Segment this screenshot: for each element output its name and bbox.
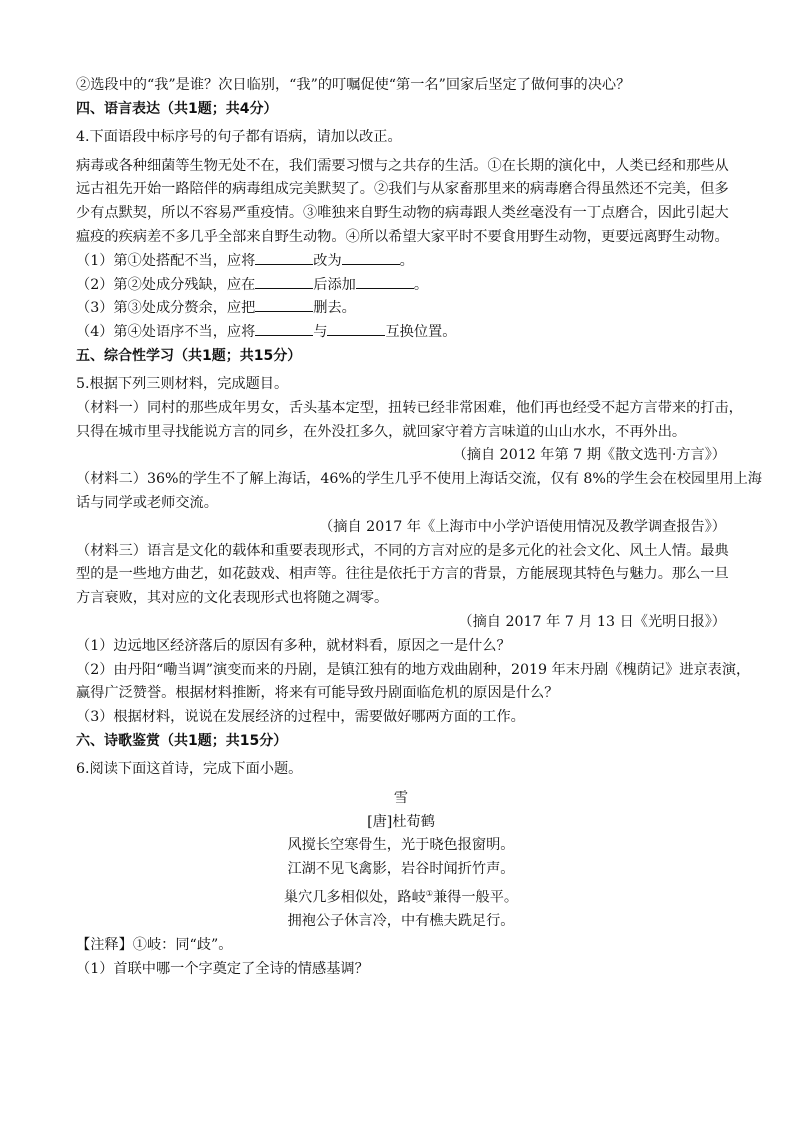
material-line: 只得在城市里寻找能说方言的同乡，在外没扛多久，就回家守着方言味道的山山水水，不再外出。	[76, 423, 687, 440]
poem-line: 江湖不见飞禽影，岩谷时闻折竹声。	[287, 861, 515, 878]
answer-blank[interactable]	[356, 275, 414, 289]
material-source: （摘自 2017 年《上海市中小学沪语使用情况及教学调查报告》）	[319, 518, 726, 535]
material-line: （材料三）语言是文化的载体和重要表现形式，不同的方言对应的是多元化的社会文化、风土人情。最典	[76, 542, 729, 559]
fill-item-text: 。	[399, 252, 414, 269]
footnote-mark: ①	[425, 888, 433, 898]
passage-line: 少有点默契，所以不容易严重疫情。③唯独来自野生动物的病毒跟人类丝毫没有一丁点磨合，因此引起大	[76, 205, 729, 222]
passage-line: 病毒或各种细菌等生物无处不在，我们需要习惯与之共存的生活。①在长期的演化中，人类已经和那些从	[76, 157, 729, 174]
answer-blank[interactable]	[255, 275, 313, 289]
sub-question: （1）首联中哪一个字奠定了全诗的情感基调？	[76, 961, 369, 978]
question-intro: 5.根据下列三则材料，完成题目。	[76, 375, 289, 392]
material-line: 方言衰败，其对应的文化表现形式也将随之凋零。	[76, 590, 389, 607]
exam-page	[76, 74, 762, 982]
poem-title: 雪	[393, 789, 409, 806]
poem-line: 风搅长空寒骨生，光于晓色报窗明。	[287, 837, 515, 854]
fill-item-text: 后添加	[313, 276, 356, 293]
fill-item-text: 。	[413, 276, 429, 293]
material-source: （摘自 2012 年第 7 期《散文选刊·方言》）	[452, 447, 726, 464]
fill-item-text: （3）第③处成分赘余，应把	[76, 300, 256, 317]
poem-line-part: 兼得一般平。	[432, 889, 519, 906]
poem-line	[76, 882, 726, 911]
fill-item-text: 改为	[313, 252, 342, 269]
section-title: 五、综合性学习（共1题；共15分）	[76, 347, 302, 364]
sub-question: （2）由丹阳“嘞当调”演变而来的丹剧，是镇江独有的地方戏曲剧种，2019 年末丹剧《槐荫记》进京表演，	[76, 661, 751, 678]
poem-line-part: 巢穴几多相似处，路岐	[283, 889, 426, 906]
material-source: （摘自 2017 年 7 月 13 日《光明日报》）	[458, 613, 726, 630]
passage-line: 瘟疫的疾病差不多几乎全部来自野生动物。④所以希望大家平时不要食用野生动物，更要远离野生动物。	[76, 228, 729, 245]
fill-item-text: 互换位置。	[385, 324, 457, 341]
section-title: 六、诗歌鉴赏（共1题；共15分）	[76, 732, 288, 749]
material-line: （材料一）同村的那些成年男女，舌头基本定型，扭转已经非常困难，他们再也经受不起方言带来的打击，	[76, 399, 743, 416]
fill-item-text: （4）第④处语序不当，应将	[76, 324, 256, 341]
fill-item	[76, 321, 726, 345]
section-title: 四、语言表达（共1题；共4分）	[76, 100, 278, 117]
fill-item-text: 删去。	[313, 300, 356, 317]
question-intro: 6.阅读下面这首诗，完成下面小题。	[76, 760, 303, 777]
answer-blank[interactable]	[327, 322, 385, 336]
poem-author: [唐]杜荀鹤	[367, 813, 435, 830]
fill-item	[76, 250, 726, 274]
fill-item	[76, 274, 726, 298]
answer-blank[interactable]	[255, 298, 313, 312]
question-text: ②选段中的“我”是谁？次日临别，“我”的叮嘱促使“第一名”回家后坚定了做何事的决心？	[76, 77, 631, 93]
sub-question: （1）边远地区经济落后的原因有多种，就材料看，原因之一是什么？	[76, 637, 511, 654]
sub-question: （3）根据材料，说说在发展经济的过程中，需要做好哪两方面的工作。	[76, 709, 525, 726]
poem-line: 拥袍公子休言冷，中有樵夫跣足行。	[287, 913, 515, 930]
question-intro: 4.下面语段中标序号的句子都有语病，请加以改正。	[76, 128, 402, 145]
material-line: 话与同学或老师交流。	[76, 494, 218, 511]
passage-line: 远古祖先开始一路陪伴的病毒组成完美默契了。②我们与从家畜那里来的病毒磨合得虽然还不完美，但多	[76, 181, 729, 198]
material-line: 型的是一些地方曲艺，如花鼓戏、相声等。往往是依托于方言的背景，方能展现其特色与魅力。那么一旦	[76, 566, 729, 583]
sub-question: 赢得广泛赞誉。根据材料推断，将来有可能导致丹剧面临危机的原因是什么？	[76, 685, 559, 702]
material-line: （材料二）36%的学生不了解上海话，46%的学生几乎不使用上海话交流，仅有 8%的学生会在校园里用上海	[76, 471, 762, 488]
fill-item-text: 与	[313, 324, 328, 341]
answer-blank[interactable]	[342, 251, 400, 265]
answer-blank[interactable]	[255, 322, 313, 336]
answer-blank[interactable]	[255, 251, 313, 265]
footnote: 【注释】①岐：同“歧”。	[76, 937, 233, 954]
fill-item-text: （2）第②处成分残缺，应在	[76, 276, 256, 293]
fill-item-text: （1）第①处搭配不当，应将	[76, 252, 256, 269]
fill-item	[76, 297, 726, 321]
